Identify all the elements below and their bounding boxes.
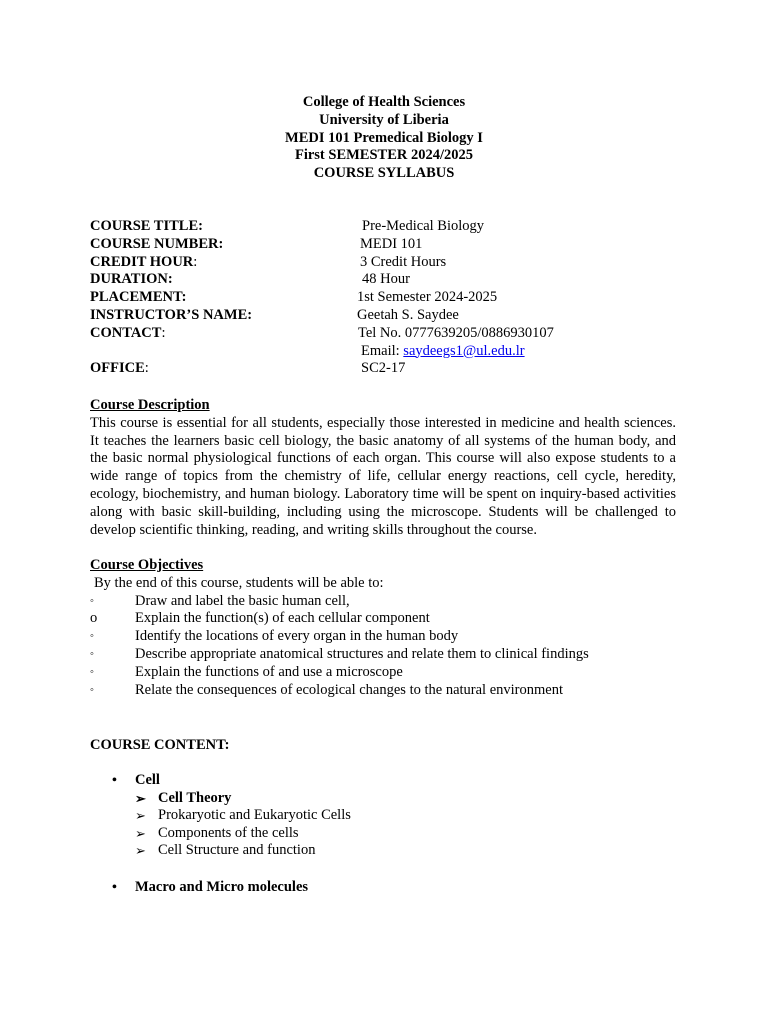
course-title-row — [90, 218, 690, 236]
topic-label: Cell — [135, 772, 160, 788]
objectives-intro: By the end of this course, students will be able to: — [94, 574, 384, 591]
topic-label: Macro and Micro molecules — [135, 878, 309, 895]
course-description-section — [90, 397, 676, 539]
objective-item: ◦ Describe appropriate anatomical structures and relate them to clinical findings — [90, 645, 589, 662]
contact-phone: Tel No. 0777639205/0886930107 — [358, 324, 554, 341]
office-value: SC2-17 — [361, 360, 406, 377]
objective-item: ◦ Draw and label the basic human cell, — [90, 592, 350, 609]
instructor-value: Geetah S. Saydee — [357, 306, 459, 323]
duration-label: DURATION: — [90, 271, 173, 288]
subtopic-item: ➢ Prokaryotic and Eukaryotic Cells — [135, 807, 351, 824]
objective-item: ◦ Explain the functions of and use a microscope — [90, 663, 403, 680]
course-number-value: MEDI 101 — [360, 235, 423, 252]
course-number-label: COURSE NUMBER: — [90, 235, 224, 252]
email-link[interactable]: saydeegs1@ul.edu.lr — [403, 342, 525, 359]
placement-value: 1st Semester 2024-2025 — [357, 289, 498, 306]
semester-line: First SEMESTER 2024/2025 — [294, 147, 474, 164]
contact-email: Email: saydeegs1@ul.edu.lr — [361, 342, 525, 359]
instructor-row — [90, 307, 690, 325]
objective-item: ◦ Identify the locations of every organ in the human body — [90, 628, 459, 645]
objectives-list — [90, 593, 690, 700]
course-objectives-heading: Course Objectives — [90, 557, 204, 573]
circle-bullet-icon: ◦ — [90, 647, 94, 660]
university-name: University of Liberia — [319, 111, 449, 128]
email-row — [90, 343, 690, 361]
credit-hour-row — [90, 254, 690, 272]
instructor-label: INSTRUCTOR’S NAME: — [90, 306, 253, 323]
arrow-bullet-icon: ➢ — [135, 808, 146, 824]
document-title: COURSE SYLLABUS — [313, 165, 455, 182]
duration-value: 48 Hour — [362, 271, 410, 288]
arrow-bullet-icon: ➢ — [135, 790, 146, 806]
course-description-heading: Course Description — [90, 397, 210, 413]
objective-item: o Explain the function(s) of each cellular component — [90, 610, 430, 627]
circle-bullet-icon: ◦ — [90, 630, 94, 643]
subtopic-item: ➢ Cell Theory — [135, 789, 232, 806]
subtopic-item: ➢ Cell Structure and function — [135, 842, 316, 859]
course-title-label: COURSE TITLE: — [90, 218, 203, 234]
office-row — [90, 360, 690, 378]
course-number-row — [90, 236, 690, 254]
course-title-value: Pre-Medical Biology — [362, 218, 485, 234]
placement-row — [90, 289, 690, 307]
contact-row — [90, 325, 690, 343]
arrow-bullet-icon: ➢ — [135, 843, 146, 859]
duration-row — [90, 271, 690, 289]
placement-label: PLACEMENT: — [90, 289, 187, 306]
topic-cell-subitems — [90, 790, 690, 860]
circle-bullet-icon: ◦ — [90, 594, 94, 607]
course-description-text: This course is essential for all students, especially those interested in medicine and health sciences. It teaches the learners basic cell biology, the basic anatomy of all systems of the human body, and the basic normal physiological functions of each organ. This course will also expose students to a wide range of topics from the chemistry of life, cellular energy reactions, cell cycle, heredity, ecology, biochemistry, and human biology. Laboratory time will be spent on inquiry-based activities along with basic skill-building, including using the microscope. Students will be challenged to develop scientific thinking, reading, and writing skills throughout the course. — [90, 414, 676, 538]
college-name: College of Health Sciences — [302, 94, 466, 110]
objective-item: ◦ Relate the consequences of ecological changes to the natural environment — [90, 681, 563, 698]
course-code-title: MEDI 101 Premedical Biology I — [285, 129, 483, 146]
course-content-heading: COURSE CONTENT: — [90, 737, 230, 753]
circle-bullet-icon: ◦ — [90, 683, 94, 696]
contact-label: CONTACT: — [90, 324, 166, 341]
course-info-block — [90, 218, 690, 378]
dot-bullet-icon: • — [112, 773, 117, 788]
course-objectives-section — [90, 557, 690, 699]
circle-bullet-icon: o — [90, 610, 98, 627]
credit-hour-label: CREDIT HOUR: — [90, 253, 198, 270]
credit-hour-value: 3 Credit Hours — [360, 253, 447, 270]
topic-macro-micro-molecules — [90, 879, 690, 897]
circle-bullet-icon: ◦ — [90, 665, 94, 678]
dot-bullet-icon: • — [112, 879, 117, 895]
syllabus-header — [0, 94, 768, 183]
office-label: OFFICE: — [90, 360, 149, 377]
topic-cell — [90, 772, 690, 790]
course-content-list — [90, 772, 690, 897]
subtopic-item: ➢ Components of the cells — [135, 824, 299, 841]
arrow-bullet-icon: ➢ — [135, 825, 146, 841]
